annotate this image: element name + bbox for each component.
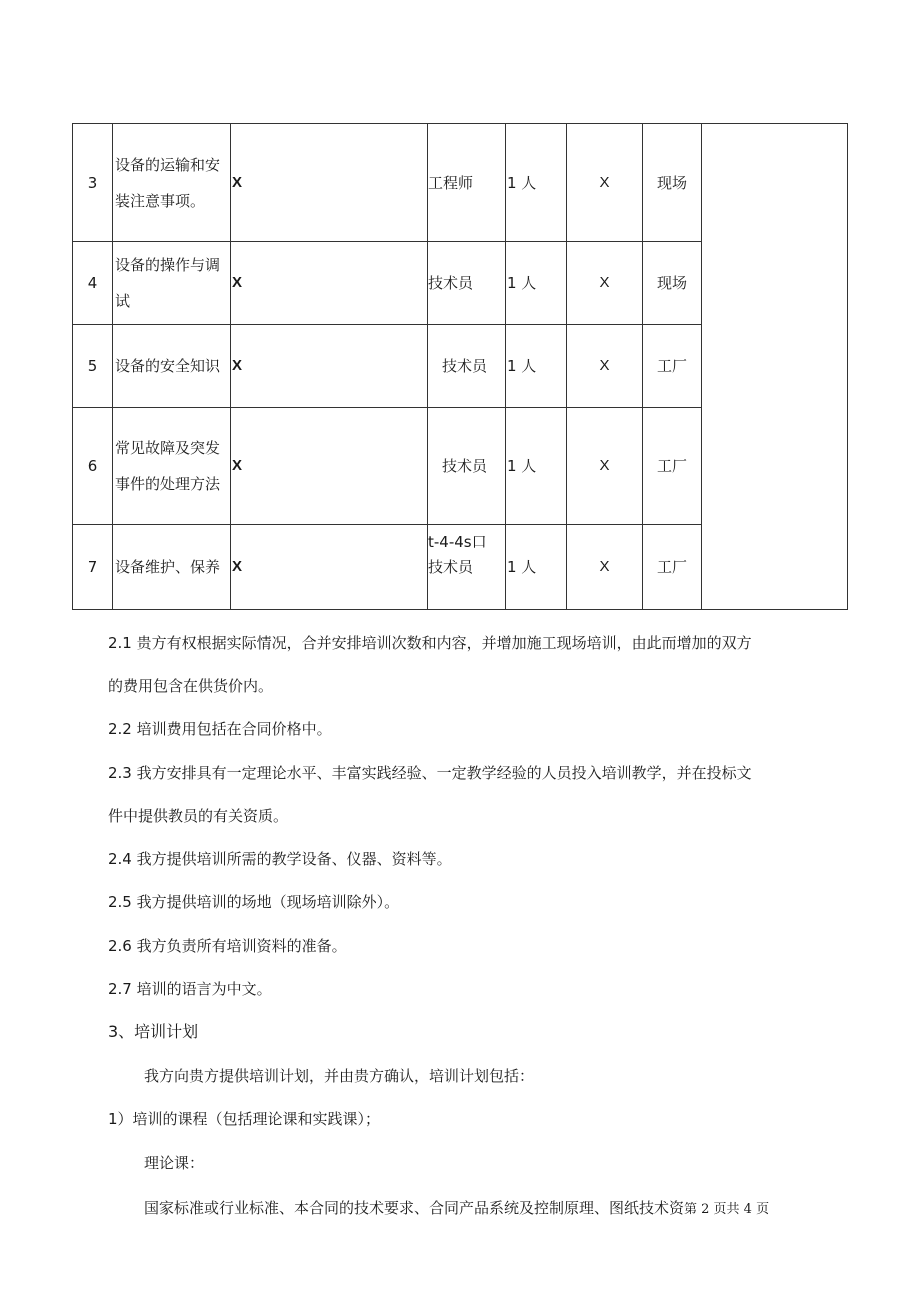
- section-3-heading: 3、培训计划: [108, 1022, 199, 1041]
- row-number: 3: [73, 124, 113, 242]
- mark-x: X: [567, 124, 643, 242]
- staff-role-cell: [428, 525, 506, 610]
- training-table: [72, 123, 848, 610]
- mark-x: X: [567, 325, 643, 408]
- staff-role: 技术员: [428, 242, 506, 325]
- mark-x: X: [567, 242, 643, 325]
- mark-x: X: [567, 525, 643, 610]
- paragraph-2-1-line1: 2.1 贵方有权根据实际情况，合并安排培训次数和内容，并增加施工现场培训，由此而增加的双方: [108, 634, 752, 652]
- paragraph-2-4: 2.4 我方提供培训所需的教学设备、仪器、资料等。: [108, 850, 452, 868]
- training-location: 工厂: [643, 408, 702, 525]
- row-number: 4: [73, 242, 113, 325]
- section-3-item-1: 1）培训的课程（包括理论课和实践课）；: [108, 1110, 381, 1128]
- theory-content: 国家标准或行业标准、本合同的技术要求、合同产品系统及控制原理、图纸技术资: [144, 1199, 685, 1217]
- mark-x: X: [567, 408, 643, 525]
- page-indicator: 第 2 页共 4 页: [684, 1202, 770, 1217]
- paragraph-2-2: 2.2 培训费用包括在合同价格中。: [108, 720, 332, 738]
- paragraph-2-6: 2.6 我方负责所有培训资料的准备。: [108, 937, 347, 955]
- mark-x: X: [231, 242, 428, 325]
- theory-label: 理论课：: [144, 1154, 205, 1172]
- theory-content-line: [144, 1197, 834, 1221]
- staff-role: 技术员: [428, 558, 474, 576]
- mark-x: X: [231, 408, 428, 525]
- table-row: [73, 124, 848, 242]
- staff-role: 工程师: [428, 124, 506, 242]
- course-item: 设备的运输和安装注意事项。: [113, 124, 231, 242]
- row-number: 7: [73, 525, 113, 610]
- paragraph-2-3-line1: 2.3 我方安排具有一定理论水平、丰富实践经验、一定教学经验的人员投入培训教学，并在投标文: [108, 764, 752, 782]
- mark-x: X: [231, 124, 428, 242]
- staff-count: 1 人: [506, 325, 567, 408]
- staff-count: 1 人: [506, 242, 567, 325]
- training-location: 工厂: [643, 525, 702, 610]
- paragraph-2-7: 2.7 培训的语言为中文。: [108, 980, 272, 998]
- paragraph-2-5: 2.5 我方提供培训的场地（现场培训除外）。: [108, 893, 400, 911]
- staff-count: 1 人: [506, 124, 567, 242]
- paragraph-2-3-line2: 件中提供教员的有关资质。: [108, 807, 289, 825]
- section-3-intro: 我方向贵方提供培训计划，并由贵方确认，培训计划包括：: [144, 1067, 535, 1085]
- course-item: 设备维护、保养: [113, 525, 231, 610]
- staff-role-wrap: [428, 533, 487, 585]
- course-item: 常见故障及突发事件的处理方法: [113, 408, 231, 525]
- course-item: 设备的安全知识: [113, 325, 231, 408]
- overprinted-text: t-4-4s口: [428, 533, 487, 551]
- staff-role: 技术员: [428, 325, 506, 408]
- staff-role: 技术员: [428, 408, 506, 525]
- training-location: 现场: [643, 124, 702, 242]
- row-number: 6: [73, 408, 113, 525]
- course-item: 设备的操作与调试: [113, 242, 231, 325]
- mark-x: X: [231, 325, 428, 408]
- training-location: 工厂: [643, 325, 702, 408]
- mark-x: X: [231, 525, 428, 610]
- training-location: 现场: [643, 242, 702, 325]
- paragraph-2-1-line2: 的费用包含在供货价内。: [108, 677, 274, 695]
- row-number: 5: [73, 325, 113, 408]
- staff-count: 1 人: [506, 408, 567, 525]
- remarks-cell: [702, 124, 848, 610]
- staff-count: 1 人: [506, 525, 567, 610]
